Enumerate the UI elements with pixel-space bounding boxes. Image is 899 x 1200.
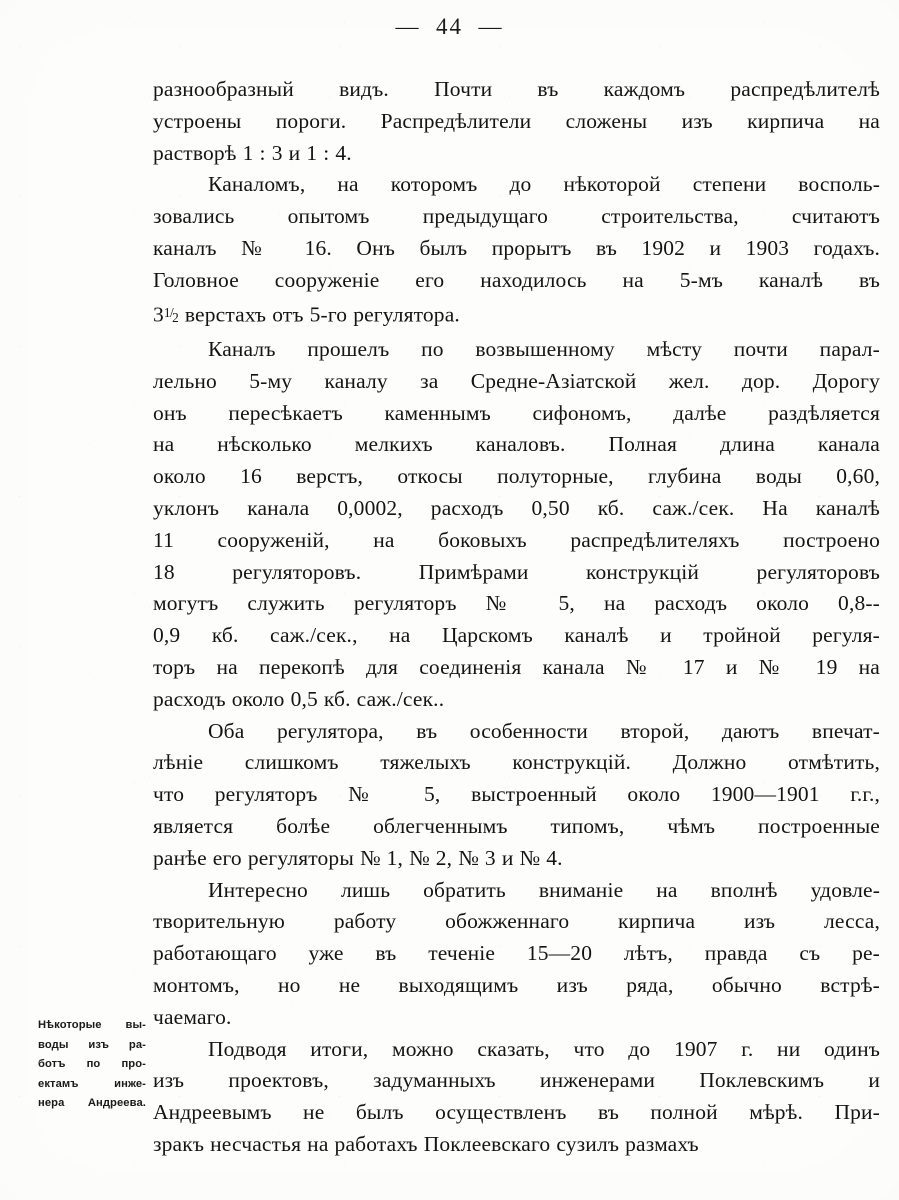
- paragraph-p3-canal-route: [153, 334, 880, 716]
- text-line: Каналомъ, на которомъ до нѣкоторой степени восполь-: [208, 172, 880, 197]
- text-line: устроены пороги. Распредѣлители сложены изъ кирпича на: [153, 108, 880, 133]
- text-line: торъ на перекопѣ для соединенія канала № 17 и № 19 на: [153, 654, 880, 679]
- text-line: около 16 верстъ, откосы полуторные, глубина воды 0,60,: [153, 464, 880, 489]
- text-line: могутъ служить регуляторъ № 5, на расходъ около 0,8--: [153, 591, 880, 616]
- text-line: творительную работу обожженнаго кирпича изъ лесса,: [153, 909, 880, 934]
- text-line: монтомъ, но не выходящимъ изъ ряда, обычно встрѣ-: [153, 972, 880, 997]
- text-line: Оба регулятора, въ особенности второй, даютъ впечат-: [208, 718, 880, 743]
- text-line: является болѣе облегченнымъ типомъ, чѣмъ построенные: [153, 813, 880, 838]
- text-line: Каналъ прошелъ по возвышенному мѣсту почти парал-: [208, 336, 880, 361]
- marginal-note-line: ектамъ инже-: [38, 1077, 146, 1090]
- text-line: онъ пересѣкаетъ каменнымъ сифономъ, далѣе раздѣляется: [153, 400, 880, 425]
- text-line: лѣніе слишкомъ тяжелыхъ конструкцій. Должно отмѣтить,: [153, 750, 880, 775]
- text-line: изъ проектовъ, задуманныхъ инженерами Поклевскимъ и: [153, 1068, 880, 1093]
- text-line: 11 сооруженій, на боковыхъ распредѣлителяхъ построено: [153, 527, 880, 552]
- text-line: Подводя итоги, можно сказать, что до 1907 г. ни одинъ: [208, 1036, 880, 1061]
- text-line: растворѣ 1 : 3 и 1 : 4.: [153, 140, 352, 165]
- marginal-note-line: нера Андреева.: [38, 1097, 146, 1110]
- paragraph-p2-canal-16: [153, 169, 880, 334]
- text-line: что регуляторъ № 5, выстроенный около 1900—1901 г.г.,: [153, 782, 880, 807]
- text-line: лельно 5-му каналу за Средне-Азіатской жел. дор. Дорогу: [153, 368, 880, 393]
- text-line-fraction: $3^{1/2}$ верстахъ отъ 5-го регулятора.: [153, 301, 460, 326]
- text-line: зовались опытомъ предыдущаго строительства, считаютъ: [153, 204, 880, 229]
- text-line: ранѣе его регуляторы № 1, № 2, № 3 и № 4.: [153, 845, 563, 870]
- marginal-note: [38, 1016, 146, 1114]
- text-line: Андреевымъ не былъ осуществленъ въ полной мѣрѣ. При-: [153, 1100, 880, 1125]
- marginal-note-line: воды изъ ра-: [38, 1038, 146, 1051]
- text-line: Головное сооруженіе его находилось на 5-мъ каналѣ въ: [153, 267, 880, 292]
- text-line: уклонъ канала 0,0002, расходъ 0,50 кб. саж./сек. На каналѣ: [153, 495, 880, 520]
- text-line: 0,9 кб. саж./сек., на Царскомъ каналѣ и тройной регуля-: [153, 623, 880, 648]
- text-line: расходъ около 0,5 кб. саж./сек..: [153, 686, 445, 711]
- page-number: — 44 —: [395, 14, 504, 39]
- paragraph-p4-both-regulators: [153, 716, 880, 875]
- text-line: разнообразный видъ. Почти въ каждомъ распредѣлителѣ: [153, 77, 880, 101]
- marginal-note-line: Нѣкоторые вы-: [38, 1019, 146, 1031]
- text-line: Интересно лишь обратить вниманіе на вполнѣ удовле-: [208, 877, 880, 902]
- text-line: чаемаго.: [153, 1004, 232, 1029]
- paragraph-p5-brick-work: [153, 875, 880, 1034]
- paragraph-p6-summary: [153, 1034, 880, 1161]
- text-line: зракъ несчастья на работахъ Поклеевскаго сузилъ размахъ: [153, 1131, 699, 1156]
- paragraph-p1-continued: [153, 74, 880, 169]
- body-text-column: [153, 74, 880, 1161]
- marginal-note-line: ботъ по про-: [38, 1058, 146, 1071]
- text-line: работающаго уже въ теченіе 15—20 лѣтъ, правда съ ре-: [153, 941, 880, 966]
- text-line: каналъ № 16. Онъ былъ прорытъ въ 1902 и 1903 годахъ.: [153, 235, 880, 260]
- text-line: на нѣсколько мелкихъ каналовъ. Полная длина канала: [153, 432, 880, 457]
- text-line: 18 регуляторовъ. Примѣрами конструкцій регуляторовъ: [153, 559, 880, 584]
